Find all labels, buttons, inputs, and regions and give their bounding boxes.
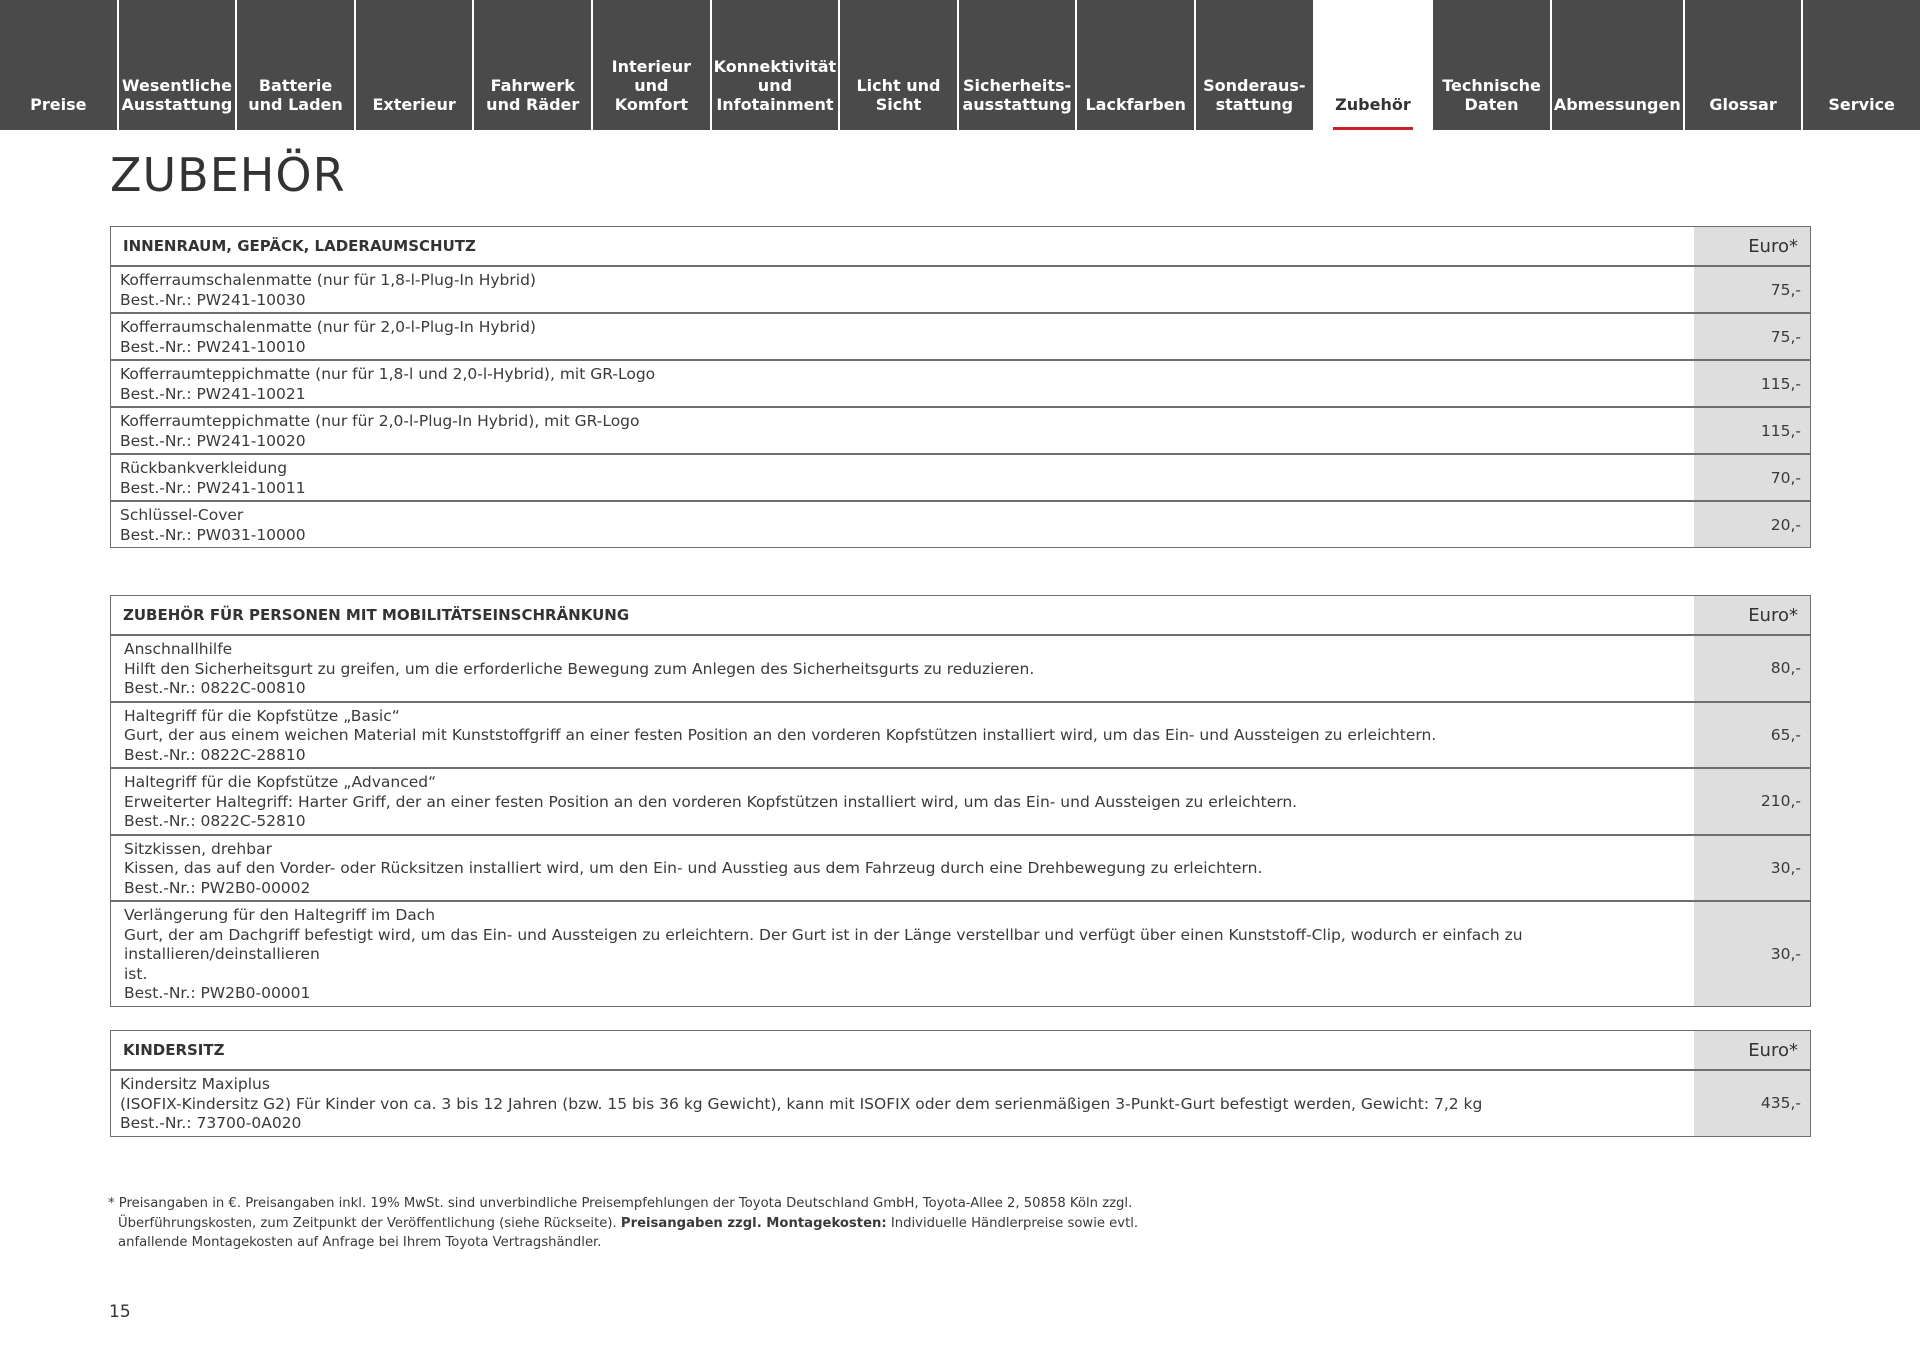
page-number: 15	[109, 1302, 131, 1322]
accessory-table-kindersitz	[110, 1030, 1811, 1137]
item-price: 75,-	[1694, 267, 1810, 312]
item-price: 70,-	[1694, 455, 1810, 500]
nav-tab-interieur-und-komfort[interactable]: Interieur und Komfort	[593, 0, 710, 130]
item-detail: Erweiterter Haltegriff: Harter Griff, der an einer festen Position an den vorderen Kopfstützen installiert wird, um das Ein- und Aussteigen zu erleichtern.	[124, 792, 1298, 811]
item-price: 30,-	[1694, 902, 1810, 1006]
footnote-text: Überführungskosten, zum Zeitpunkt der Veröffentlichung (siehe Rückseite).	[118, 1215, 621, 1231]
footnote-bold-text: Preisangaben zzgl. Montagekosten:	[620, 1215, 887, 1231]
item-description	[111, 455, 1694, 500]
price-footnote	[108, 1194, 1228, 1253]
table-row	[111, 455, 1810, 502]
accessory-table-innenraum	[110, 226, 1811, 548]
currency-header: Euro*	[1694, 1031, 1810, 1069]
table-header	[111, 227, 1810, 267]
item-price: 65,-	[1694, 703, 1810, 768]
item-description	[111, 1071, 1694, 1136]
footnote-line	[108, 1214, 1228, 1234]
item-detail: (ISOFIX-Kindersitz G2) Für Kinder von ca. 3 bis 12 Jahren (bzw. 15 bis 36 kg Gewicht), kann mit ISOFIX oder dem serienmäßigen 3-Punkt-Gurt befestigt werden, Gewicht: 7,2 kg	[120, 1094, 1483, 1113]
chapter-nav	[0, 0, 1920, 130]
item-description	[111, 267, 1694, 312]
item-name: Sitzkissen, drehbar	[124, 839, 272, 858]
nav-tab-wesentliche-ausstattung[interactable]: Wesentliche Ausstattung	[119, 0, 236, 130]
nav-tab-service[interactable]: Service	[1803, 0, 1920, 130]
item-price: 75,-	[1694, 314, 1810, 359]
item-order-number: Best.-Nr.: 0822C-28810	[124, 745, 306, 764]
table-header	[111, 1031, 1810, 1071]
table-row	[111, 361, 1810, 408]
item-order-number: Best.-Nr.: 73700-0A020	[120, 1114, 302, 1132]
item-price: 30,-	[1694, 836, 1810, 901]
item-name: Kindersitz Maxiplus	[120, 1075, 270, 1093]
table-row	[111, 636, 1810, 703]
item-order-number: Best.-Nr.: PW2B0-00002	[124, 878, 311, 897]
item-name: Rückbankverkleidung	[120, 459, 288, 477]
currency-header: Euro*	[1694, 596, 1810, 634]
item-order-number: Best.-Nr.: PW031-10000	[120, 525, 306, 544]
item-name: Schlüssel-Cover	[120, 506, 244, 524]
item-detail: Hilft den Sicherheitsgurt zu greifen, um die erforderliche Bewegung zum Anlegen des Sicherheitsgurts zu reduzieren.	[124, 659, 1035, 678]
nav-tab-glossar[interactable]: Glossar	[1685, 0, 1802, 130]
nav-tab-technische-daten[interactable]: Technische Daten	[1433, 0, 1550, 130]
footnote-line: anfallende Montagekosten auf Anfrage bei Ihrem Toyota Vertragshändler.	[118, 1235, 602, 1250]
table-row	[111, 836, 1810, 903]
section-title: KINDERSITZ	[123, 1041, 225, 1059]
currency-header: Euro*	[1694, 227, 1810, 265]
item-price: 435,-	[1694, 1071, 1810, 1136]
table-row	[111, 902, 1810, 1006]
item-name: Kofferraumteppichmatte (nur für 1,8-l und 2,0-l-Hybrid), mit GR-Logo	[120, 365, 656, 383]
item-price: 210,-	[1694, 769, 1810, 834]
item-description	[111, 769, 1694, 834]
item-order-number: Best.-Nr.: 0822C-00810	[124, 679, 306, 697]
item-order-number: Best.-Nr.: PW241-10021	[120, 384, 306, 403]
item-description	[111, 408, 1694, 453]
item-description	[111, 314, 1694, 359]
nav-tab-batterie-und-laden[interactable]: Batterie und Laden	[237, 0, 354, 130]
item-name: Anschnallhilfe	[124, 640, 233, 658]
table-row	[111, 267, 1810, 314]
item-price: 115,-	[1694, 408, 1810, 453]
item-order-number: Best.-Nr.: 0822C-52810	[124, 812, 306, 830]
table-row	[111, 703, 1810, 770]
nav-tab-zubehoer[interactable]: Zubehör	[1315, 0, 1432, 130]
item-price: 80,-	[1694, 636, 1810, 701]
nav-tab-exterieur[interactable]: Exterieur	[356, 0, 473, 130]
item-description	[111, 502, 1694, 547]
item-order-number: Best.-Nr.: PW241-10020	[120, 431, 306, 450]
table-header	[111, 596, 1810, 636]
item-order-number: Best.-Nr.: PW2B0-00001	[124, 984, 311, 1002]
footnote-line: * Preisangaben in €. Preisangaben inkl. 19% MwSt. sind unverbindliche Preisempfehlungen der Toyota Deutschland GmbH, Toyota-Allee 2, 50858 Köln zzgl.	[108, 1196, 1133, 1211]
item-description	[111, 636, 1694, 701]
item-order-number: Best.-Nr.: PW241-10011	[120, 478, 306, 497]
nav-tab-fahrwerk-und-raeder[interactable]: Fahrwerk und Räder	[474, 0, 591, 130]
table-row	[111, 502, 1810, 547]
accessory-table-mobilitaet	[110, 595, 1811, 1007]
nav-tab-abmessungen[interactable]: Abmessungen	[1552, 0, 1683, 130]
item-description	[111, 361, 1694, 406]
item-detail: Gurt, der am Dachgriff befestigt wird, um das Ein- und Aussteigen zu erleichtern. Der Gurt ist in der Länge verstellbar und verfügt über einen Kunststoff-Clip, wodurch er einfach zu installieren/deinstallieren	[124, 925, 1523, 963]
nav-tab-sonderausstattung[interactable]: Sonderaus- stattung	[1196, 0, 1313, 130]
item-name: Haltegriff für die Kopfstütze „Advanced“	[124, 773, 437, 791]
table-row	[111, 408, 1810, 455]
nav-tab-konnektivitaet-und-infotainment[interactable]: Konnektivität und Infotainment	[712, 0, 839, 130]
item-description	[111, 836, 1694, 901]
nav-tab-sicherheitsausstattung[interactable]: Sicherheits- ausstattung	[959, 0, 1076, 130]
nav-tab-lackfarben[interactable]: Lackfarben	[1077, 0, 1194, 130]
nav-tab-licht-und-sicht[interactable]: Licht und Sicht	[840, 0, 957, 130]
item-name: Haltegriff für die Kopfstütze „Basic“	[124, 706, 400, 725]
nav-tab-preise[interactable]: Preise	[0, 0, 117, 130]
item-description	[111, 703, 1694, 768]
item-name: Verlängerung für den Haltegriff im Dach	[124, 906, 436, 924]
table-row	[111, 1071, 1810, 1136]
item-detail: Kissen, das auf den Vorder- oder Rücksitzen installiert wird, um den Ein- und Ausstieg aus dem Fahrzeug durch eine Drehbewegung zu erleichtern.	[124, 859, 1263, 877]
section-title: ZUBEHÖR FÜR PERSONEN MIT MOBILITÄTSEINSCHRÄNKUNG	[123, 606, 630, 624]
item-description	[111, 902, 1694, 1006]
item-price: 115,-	[1694, 361, 1810, 406]
item-name: Kofferraumschalenmatte (nur für 2,0-l-Plug-In Hybrid)	[120, 318, 536, 336]
item-detail: ist.	[124, 964, 148, 983]
footnote-text: Individuelle Händlerpreise sowie evtl.	[886, 1215, 1139, 1231]
item-price: 20,-	[1694, 502, 1810, 547]
item-detail: Gurt, der aus einem weichen Material mit Kunststoffgriff an einer festen Position an den vorderen Kopfstützen installiert wird, um das Ein- und Aussteigen zu erleichtern.	[124, 726, 1437, 744]
item-order-number: Best.-Nr.: PW241-10010	[120, 337, 306, 356]
table-row	[111, 769, 1810, 836]
item-name: Kofferraumteppichmatte (nur für 2,0-l-Plug-In Hybrid), mit GR-Logo	[120, 412, 640, 430]
item-name: Kofferraumschalenmatte (nur für 1,8-l-Plug-In Hybrid)	[120, 271, 536, 289]
item-order-number: Best.-Nr.: PW241-10030	[120, 290, 306, 309]
table-row	[111, 314, 1810, 361]
page-title: ZUBEHÖR	[110, 148, 346, 202]
section-title: INNENRAUM, GEPÄCK, LADERAUMSCHUTZ	[123, 237, 476, 255]
